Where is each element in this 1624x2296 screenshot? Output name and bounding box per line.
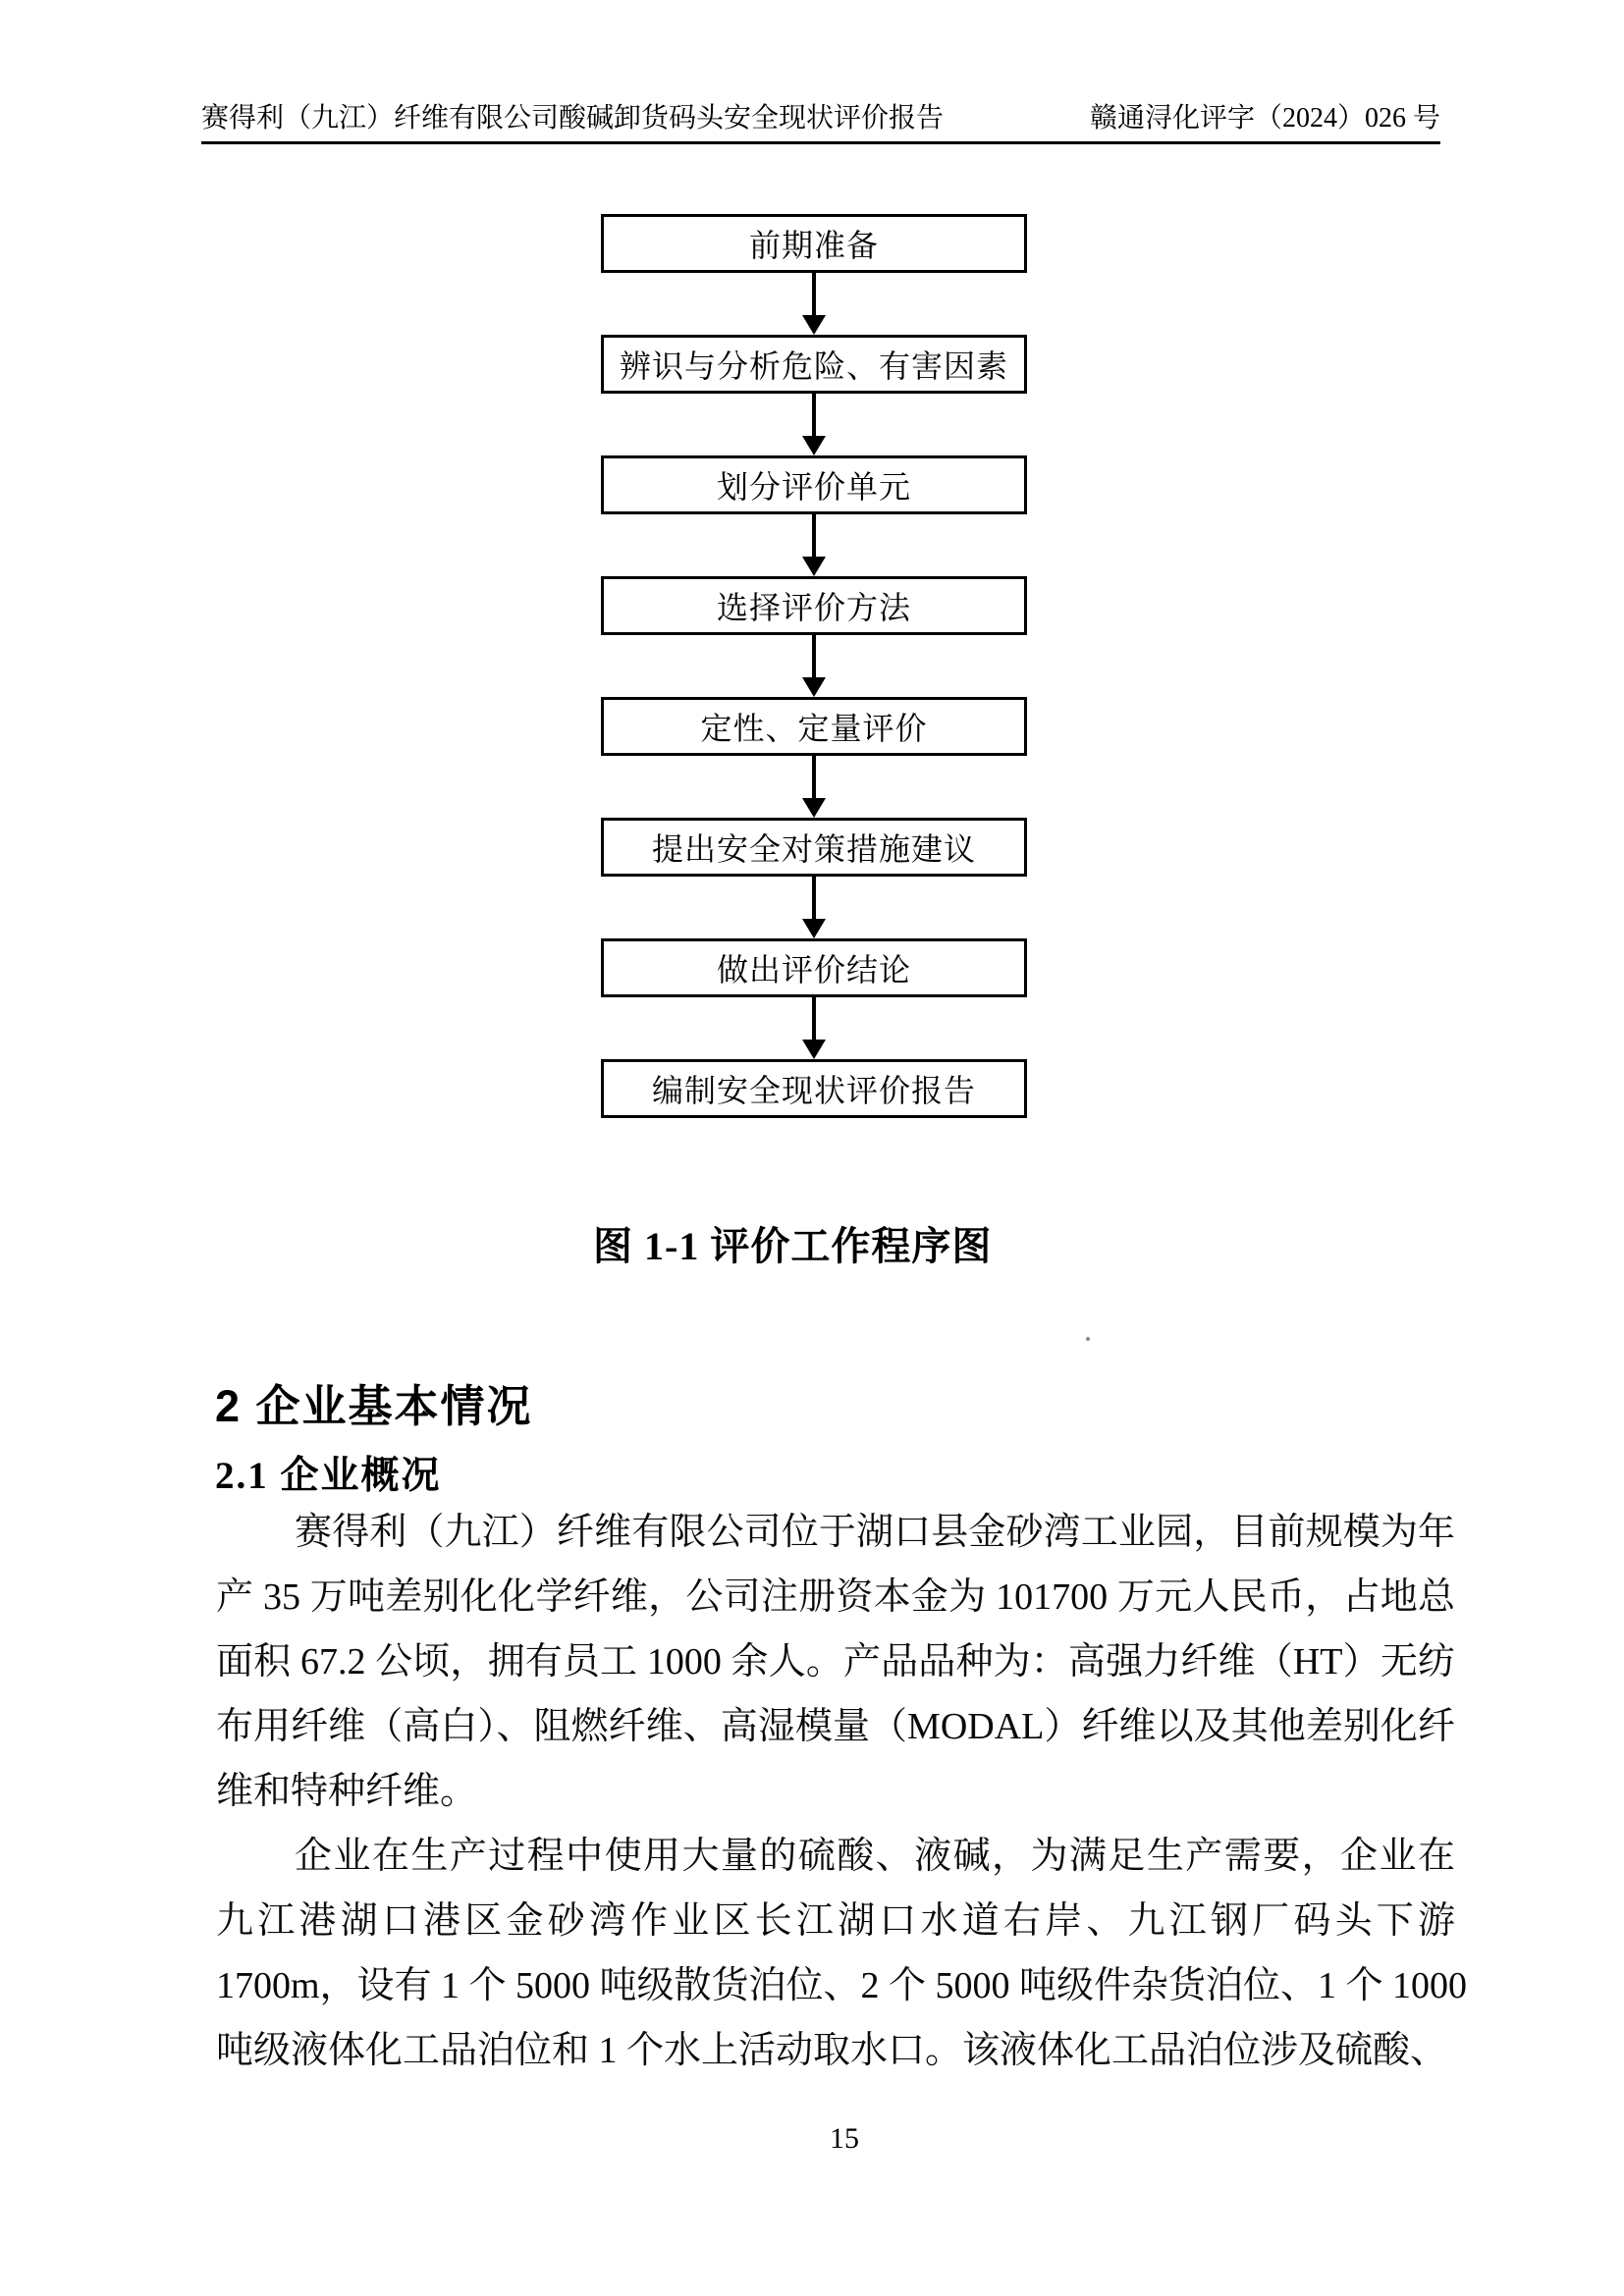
flowchart-step-4: [601, 576, 1027, 635]
arrow-head: [802, 1040, 826, 1059]
header-doc-number: 赣通浔化评字（2024）026 号: [1089, 103, 1440, 133]
arrow-down-icon: [802, 877, 826, 938]
flowchart-step-label: 做出评价结论: [716, 952, 911, 988]
figure-caption: 图 1-1 评价工作程序图: [593, 1224, 993, 1268]
flowchart-step-label: 提出安全对策措施建议: [651, 831, 976, 867]
arrow-stem: [812, 756, 816, 799]
arrow-stem: [812, 997, 816, 1041]
arrow-down-icon: [802, 756, 826, 818]
header-report-title: 赛得利（九江）纤维有限公司酸碱卸货码头安全现状评价报告: [201, 103, 945, 133]
arrow-down-icon: [802, 635, 826, 697]
flowchart-step-label: 定性、定量评价: [700, 711, 928, 746]
page-header: [201, 102, 1440, 144]
arrow-head: [802, 677, 826, 697]
paragraph-1-line-3: 面积 67.2 公顷，拥有员工 1000 余人。产品品种为：高强力纤维（HT）无纺: [216, 1641, 1455, 1682]
section-heading-2: 2 企业基本情况: [215, 1381, 533, 1431]
arrow-head: [802, 919, 826, 938]
arrow-head: [802, 798, 826, 818]
paragraph-2-line-4: 吨级液体化工品泊位和 1 个水上活动取水口。该液体化工品泊位涉及硫酸、: [216, 2030, 1448, 2071]
flowchart-step-7: [601, 938, 1027, 997]
flowchart-step-label: 划分评价单元: [716, 469, 911, 505]
scan-artifact-dot: [1086, 1337, 1090, 1341]
flowchart-step-1: [601, 214, 1027, 273]
subsection-heading-2-1: 2.1 企业概况: [215, 1455, 442, 1497]
paragraph-1-line-1: 赛得利（九江）纤维有限公司位于湖口县金砂湾工业园，目前规模为年: [295, 1512, 1455, 1553]
flowchart-step-8: [601, 1059, 1027, 1118]
flowchart-step-label: 选择评价方法: [716, 590, 911, 625]
flowchart-step-label: 编制安全现状评价报告: [651, 1073, 976, 1108]
arrow-stem: [812, 635, 816, 678]
arrow-down-icon: [802, 997, 826, 1059]
flowchart-step-label: 辨识与分析危险、有害因素: [619, 348, 1008, 384]
page-number: 15: [830, 2122, 859, 2155]
flowchart-step-3: [601, 455, 1027, 514]
flowchart-step-6: [601, 818, 1027, 877]
paragraph-2-line-2: 九江港湖口港区金砂湾作业区长江湖口水道右岸、九江钢厂码头下游: [216, 1900, 1455, 1942]
body-text: [216, 1500, 1468, 2083]
paragraph-1-line-2: 产 35 万吨差别化化学纤维，公司注册资本金为 101700 万元人民币，占地总: [216, 1576, 1455, 1618]
flowchart-step-5: [601, 697, 1027, 756]
arrow-head: [802, 557, 826, 576]
paragraph-1-line-4: 布用纤维（高白）、阻燃纤维、高湿模量（MODAL）纤维以及其他差别化纤: [216, 1706, 1455, 1747]
paragraph-2-line-3: 1700m，设有 1 个 5000 吨级散货泊位、2 个 5000 吨级件杂货泊位、1 个 1000: [216, 1965, 1468, 2006]
arrow-head: [802, 315, 826, 335]
arrow-down-icon: [802, 394, 826, 455]
arrow-down-icon: [802, 514, 826, 576]
arrow-stem: [812, 394, 816, 437]
arrow-stem: [812, 877, 816, 920]
evaluation-procedure-flowchart: [601, 214, 1027, 1118]
arrow-down-icon: [802, 273, 826, 335]
arrow-stem: [812, 273, 816, 316]
paragraph-1-line-5: 维和特种纤维。: [216, 1771, 478, 1812]
paragraph-2-line-1: 企业在生产过程中使用大量的硫酸、液碱，为满足生产需要，企业在: [295, 1836, 1455, 1877]
arrow-head: [802, 436, 826, 455]
arrow-stem: [812, 514, 816, 558]
flowchart-step-label: 前期准备: [748, 228, 879, 263]
flowchart-step-2: [601, 335, 1027, 394]
